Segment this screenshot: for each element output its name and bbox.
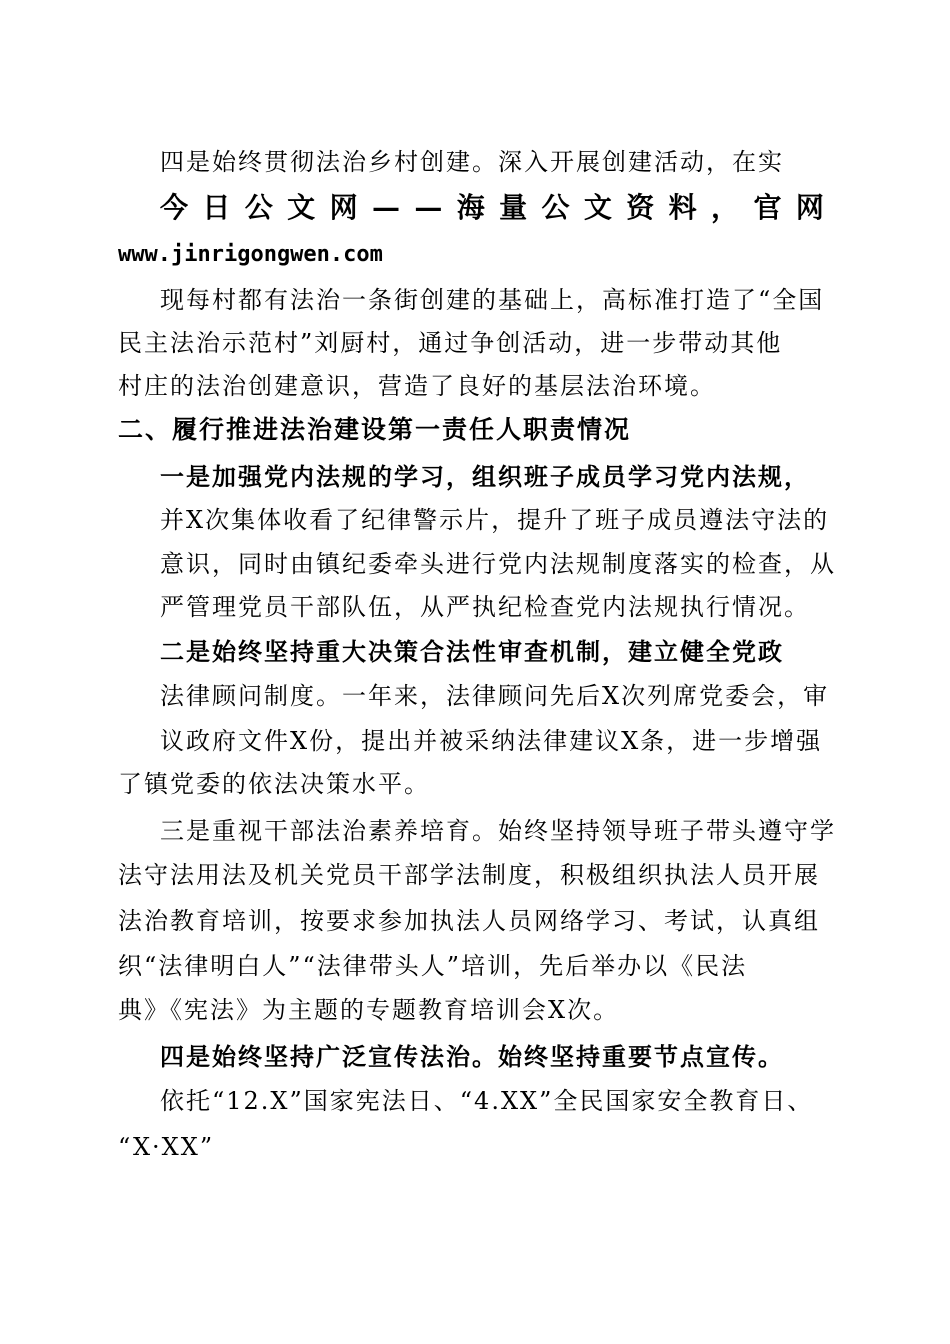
banner-char: — [371,191,400,224]
watermark-banner [160,190,824,226]
banner-char: 文 [583,191,612,224]
banner-char: 网 [329,191,358,224]
paragraph-line: 典》《宪法》为主题的专题教育培训会X次。 [118,996,620,1024]
paragraph-line: 法律顾问制度。一年来，法律顾问先后X次列席党委会，审 [160,682,830,710]
paragraph-line: “X·XX” [118,1133,215,1161]
banner-char: 官 [753,191,782,224]
banner-char: 今 [160,191,189,224]
banner-char: 资 [626,191,655,224]
banner-char: 公 [541,191,570,224]
paragraph-lead: 二是始终坚持重大决策合法性审查机制，建立健全党政 [160,637,784,666]
section-heading: 二、履行推进法治建设第一责任人职责情况 [118,415,632,444]
paragraph-line: 三是重视干部法治素养培育。始终坚持领导班子带头遵守学 [160,817,836,845]
paragraph-line: 意识，同时由镇纪委牵头进行党内法规制度落实的检查，从 [160,550,836,578]
banner-char: 文 [287,191,316,224]
paragraph-line: 并X次集体收看了纪律警示片，提升了班子成员遵法守法的 [160,506,830,534]
banner-char: 公 [244,191,273,224]
paragraph-line: 严管理党员干部队伍，从严执纪检查党内法规执行情况。 [160,593,810,621]
paragraph-line: 村庄的法治创建意识，营造了良好的基层法治环境。 [118,372,716,400]
paragraph-line: 现每村都有法治一条街创建的基础上，高标准打造了“全国 [160,286,825,314]
paragraph-line: 法治教育培训，按要求参加执法人员网络学习、考试，认真组 [118,907,820,935]
banner-char: 量 [499,191,528,224]
paragraph-line: 四是始终贯彻法治乡村创建。深入开展创建活动，在实 [160,148,784,176]
banner-char: 料 [668,191,697,224]
paragraph-line: 法守法用法及机关党员干部学法制度，积极组织执法人员开展 [118,861,820,889]
banner-char: 日 [202,191,231,224]
paragraph-line: 民主法治示范村”刘厨村，通过争创活动，进一步带动其他 [118,329,783,357]
banner-char: 海 [456,191,485,224]
banner-char: ， [711,191,740,224]
paragraph-line: 议政府文件X份，提出并被采纳法律建议X条，进一步增强 [160,727,823,755]
paragraph-line: 了镇党委的依法决策水平。 [118,770,430,798]
paragraph-line: 织“法律明白人”“法律带头人”培训，先后举办以《民法 [118,952,748,980]
paragraph-lead: 一是加强党内法规的学习，组织班子成员学习党内法规， [160,462,810,491]
paragraph-lead: 四是始终坚持广泛宣传法治。始终坚持重要节点宣传。 [160,1042,784,1071]
banner-char: 网 [795,191,824,224]
banner-char: — [414,191,443,224]
watermark-url: www.jinrigongwen.com [118,242,383,267]
paragraph-line: 依托“12.X”国家宪法日、“4.XX”全民国家安全教育日、 [160,1087,814,1115]
